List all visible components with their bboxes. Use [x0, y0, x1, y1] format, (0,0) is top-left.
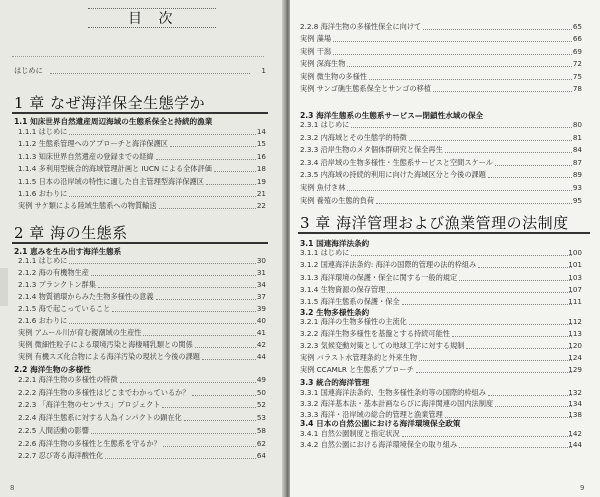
toc-entry-page: 37	[256, 292, 266, 301]
toc-entry-page: 21	[256, 189, 266, 198]
toc-entry-page: 22	[256, 201, 266, 211]
toc-entry-label: 2.3.4 沿岸域の生物多様性・生態系サービスと空間スケール	[300, 157, 493, 167]
toc-entry-label: 1.1.1 はじめに	[18, 127, 68, 136]
toc-leader-dots	[459, 447, 572, 448]
toc-leader-dots	[347, 66, 572, 67]
toc-leader-dots	[159, 208, 256, 209]
toc-leader-dots	[466, 348, 572, 349]
toc-entry-label: 2.1.1 はじめに	[18, 256, 68, 265]
toc-entry-label: 実例 有機スズ化合物による海洋汚染の現状と今後の課題	[18, 352, 200, 361]
toc-entry-page: 100	[568, 248, 582, 257]
toc-entry-label: 3.1.5 海洋生態系の保護・保全	[300, 297, 400, 307]
toc-entry-label: 実例 CCAMLR と生態系アプローチ	[300, 365, 414, 374]
toc-entry-page: 66	[572, 34, 582, 44]
toc-entry-label: 2.3.5 内海域の持続的利用に向けた海域区分と今後の課題	[300, 170, 486, 180]
chapter-1-title: 1 章 なぜ海洋保全生態学か	[14, 94, 206, 112]
toc-entry-label: 3.3.3 海洋・沿岸域の総合的管理と漁業管理	[300, 409, 443, 419]
toc-entry-page: 53	[256, 413, 266, 423]
toc-entry-label: 1.1.5 日本の沿岸域の特性に適した自主管理型海洋保護区	[18, 176, 204, 186]
toc-entry-label: 2.2.6 海洋生物の多様性と生態系を守るか？	[18, 438, 161, 448]
page-edge-tab	[0, 268, 8, 306]
toc-leader-dots	[347, 190, 572, 191]
toc-entry-page: 52	[256, 400, 266, 410]
toc-entry-page: 138	[568, 409, 582, 419]
toc-entry-page: 134	[568, 398, 582, 408]
toc-entry-label: 3.1.2 国連海洋法条約: 海洋の国際的管理の法的枠組み	[300, 260, 477, 270]
hajimeni-label: はじめに	[14, 66, 43, 75]
left-page-number: 8	[10, 484, 15, 492]
toc-entry-label: 実例 バラスト水管理条約と外来生物	[300, 353, 418, 362]
toc-entry-page: 80	[572, 120, 582, 129]
toc-entry-label: 2.1.3 プランクトン群集	[18, 280, 96, 289]
toc-entry-label: 3.1.4 生物資源の保存管理	[300, 284, 386, 294]
toc-entry-label: 実例 微生物の多様性	[300, 71, 367, 81]
toc-entry-label: 3.1.3 海洋環境の保護・保全に関する一般的規定	[300, 272, 458, 282]
toc-entry-page: 129	[568, 365, 582, 374]
toc-leader-dots	[333, 54, 572, 55]
toc-entry-page: 49	[256, 375, 266, 384]
toc-entry-page: 93	[572, 183, 582, 192]
toc-leader-dots	[333, 41, 572, 42]
toc-entry-page: 107	[568, 284, 582, 294]
toc-entry-page: 101	[568, 260, 582, 270]
toc-entry-label: 2.1.4 物質循環からみた生物多様性の意義	[18, 292, 154, 301]
chapter-3-rule	[298, 232, 590, 234]
toc-entry-page: 78	[572, 84, 582, 93]
toc-entry-page: 64	[256, 451, 266, 461]
toc-leader-dots	[445, 152, 572, 153]
toc-leader-dots	[402, 436, 572, 437]
toc-entry-page: 58	[256, 425, 266, 435]
right-page-number: 9	[580, 484, 585, 492]
toc-entry-label: 2.1.2 海の有機物生産	[18, 268, 89, 277]
toc-entry-page: 18	[256, 164, 266, 174]
toc-leader-dots	[423, 29, 572, 30]
toc-entry-page: 62	[256, 438, 266, 448]
section-3-3-title: 3.3 統合的海洋管理	[300, 378, 370, 387]
toc-entry-page: 34	[256, 280, 266, 289]
toc-leader-dots	[91, 433, 256, 434]
toc-entry-label: 実例 養殖の生態的負荷	[300, 195, 375, 205]
chapter-2-rule	[12, 242, 268, 244]
toc-entry-page: 89	[572, 170, 582, 180]
toc-entry-label: 1.1.2 生態系管理へのアプローチと海洋保護区	[18, 139, 168, 149]
toc-entry-page: 87	[572, 157, 582, 167]
toc-entry-page: 142	[568, 429, 582, 438]
toc-entry-label: 実例 サンゴ礁生態系保全とサンゴの移植	[300, 84, 431, 93]
section-2-3-title: 2.3 海洋生態系の生態系サービス—閉鎖性水域の保全	[300, 111, 484, 120]
toc-leader-dots	[478, 267, 572, 268]
toc-entry-label: 3.2.1 海洋の生物多様性の主流化	[300, 317, 407, 326]
toc-leader-dots	[452, 336, 572, 337]
toc-entry-label: 3.2.3 気候変動対策としての地球工学に対する規制	[300, 341, 465, 350]
toc-leader-dots	[351, 127, 572, 128]
toc-leader-dots	[409, 140, 572, 141]
toc-entry-page: 40	[256, 316, 266, 325]
toc-entry-label: 実例 干潟	[300, 46, 332, 56]
toc-entry-page: 75	[572, 71, 582, 81]
toc-entry-page: 112	[568, 317, 582, 326]
toc-entry-page: 81	[572, 132, 582, 142]
chapter-3-title: 3 章 海洋管理および漁業管理の法制度	[300, 214, 569, 232]
toc-leader-dots	[112, 311, 256, 312]
toc-entry-page: 103	[568, 272, 582, 282]
toc-entry-page: 111	[568, 297, 582, 307]
toc-entry-page: 42	[256, 340, 266, 349]
toc-entry-page: 84	[572, 145, 582, 155]
toc-entry-page: 44	[256, 352, 266, 361]
toc-entry-label: 3.1.1 はじめに	[300, 248, 350, 257]
toc-entry-page: 65	[572, 22, 582, 31]
toc-leader-dots	[69, 196, 256, 197]
hajimeni-page: 1	[261, 66, 266, 75]
toc-leader-dots	[105, 458, 256, 459]
toc-leader-dots	[162, 407, 256, 408]
chapter-2-title: 2 章 海の生態系	[14, 224, 128, 242]
toc-entry-page: 41	[256, 328, 266, 337]
toc-entry-label: 実例 微細性粒子による環境汚染と海棲哺乳類との関係	[18, 340, 193, 349]
toc-entry-page: 113	[568, 329, 582, 338]
left-page	[0, 0, 286, 497]
toc-entry-label: 2.2.1 海洋生物の多様性の特徴	[18, 375, 118, 384]
toc-entry-label: 3.4.1 自然公園制度と指定状況	[300, 429, 400, 438]
toc-leader-dots	[376, 203, 572, 204]
toc-entry-label: 2.2.8 海洋生物の多様性保全に向けて	[300, 22, 422, 31]
toc-entry-label: 1.1.3 知床世界自然遺産の登録までの経緯	[18, 151, 154, 161]
toc-entry-label: 実例 サケ類による陸域生態系への物質輸送	[18, 201, 157, 211]
toc-entry-label: 2.1.5 海で起こっていること	[18, 304, 111, 313]
toc-entry-page: 16	[256, 151, 266, 161]
section-3-4-title: 3.4 日本の自然公園における海洋環境保全政策	[300, 419, 461, 428]
toc-entry-label: 2.2.2 海洋生物の多様性はどこまでわかっているか？	[18, 387, 190, 397]
toc-entry-label: 2.2.3 「海洋生物のセンサス」プロジェクト	[18, 400, 161, 410]
toc-entry-page: 144	[568, 440, 582, 449]
toc-entry-label: 2.3.1 はじめに	[300, 120, 350, 129]
toc-leader-dots	[419, 360, 572, 361]
right-page	[290, 0, 600, 497]
toc-entry-label: 1.1.4 多利用型統合的海域管理計画と IUCN による全体評価	[18, 164, 212, 174]
toc-entry-label: 3.4.2 自然公園における海洋環境保全の取り組み	[300, 440, 458, 449]
toc-leader-dots	[459, 280, 572, 281]
toc-entry-page: 30	[256, 256, 266, 265]
toc-leader-dots	[69, 134, 256, 135]
toc-entry-label: 実例 深海生物	[300, 59, 346, 69]
toc-entry-label: 1.1.6 おわりに	[18, 189, 68, 198]
toc-entry-label: 3.3.2 海洋基本法・基本計画ならびに海洋関連の国内法制度	[300, 398, 494, 408]
toc-entry-page: 69	[572, 46, 582, 56]
toc-entry-label: 3.3.1 国連海洋法条約、生物多様性条約等の国際的枠組み	[300, 388, 486, 397]
toc-entry-page: 124	[568, 353, 582, 362]
toc-leader-dots	[416, 372, 572, 373]
toc-entry-page: 95	[572, 195, 582, 205]
toc-title: 目 次	[128, 11, 179, 27]
section-2-1-title: 2.1 恵みを生み出す海洋生態系	[14, 247, 122, 256]
toc-leader-dots	[409, 324, 572, 325]
toc-leader-dots	[402, 304, 572, 305]
toc-entry-page: 19	[256, 176, 266, 186]
toc-entry-label: 3.2.2 海洋生物多様性を基盤とする持続可能性	[300, 329, 450, 338]
section-3-1-title: 3.1 国連海洋法条約	[300, 239, 370, 248]
toc-leader-dots	[351, 255, 572, 256]
toc-leader-dots	[433, 91, 572, 92]
toc-leader-dots	[69, 263, 256, 264]
toc-entry-page: 50	[256, 387, 266, 397]
toc-entry-page: 132	[568, 388, 582, 397]
toc-entry-label: 実例 魚付き林	[300, 183, 346, 192]
section-2-2-title: 2.2 海洋生物の多様性	[14, 365, 91, 374]
section-1-1-title: 1.1 知床世界自然遺産周辺海域の生態系保全と持続的漁業	[14, 117, 213, 126]
toc-entry-page: 120	[568, 341, 582, 350]
toc-entry-label: 2.2.7 忍び寄る海洋酸性化	[18, 451, 104, 461]
toc-leader-dots	[445, 417, 572, 418]
toc-entry-label: 実例 アムール川が育む親潮域の生産性	[18, 328, 142, 337]
toc-leader-dots	[69, 323, 256, 324]
toc-entry-label: 2.2.5 人間活動の影響	[18, 425, 89, 435]
toc-leader-dots	[143, 335, 256, 336]
section-3-2-title: 3.2 生物多様性条約	[300, 308, 370, 317]
toc-entry-page: 72	[572, 59, 582, 69]
toc-leader-dots	[120, 382, 256, 383]
chapter-1-rule	[12, 112, 268, 114]
toc-leader-dots	[156, 299, 256, 300]
toc-entry-page: 14	[256, 127, 266, 136]
toc-entry-label: 2.2.4 海洋生態系に対する人為インパクトの顕在化	[18, 413, 182, 423]
toc-leader-dots	[369, 79, 572, 80]
toc-entry-page: 15	[256, 139, 266, 149]
toc-entry-page: 39	[256, 304, 266, 313]
toc-leader-dots	[163, 446, 256, 447]
toc-entry-page: 31	[256, 268, 266, 277]
toc-leader-dots	[91, 275, 256, 276]
toc-entry-label: 実例 藻場	[300, 34, 332, 44]
toc-leader-dots	[156, 159, 256, 160]
toc-entry-label: 2.3.2 内海域とその生態学的特徴	[300, 132, 407, 142]
toc-entry-label: 2.1.6 おわりに	[18, 316, 68, 325]
toc-entry-label: 2.3.3 沿岸生物のメタ個体群研究と保全再生	[300, 145, 443, 155]
toc-leader-dots	[387, 292, 572, 293]
toc-leader-dots	[98, 287, 256, 288]
